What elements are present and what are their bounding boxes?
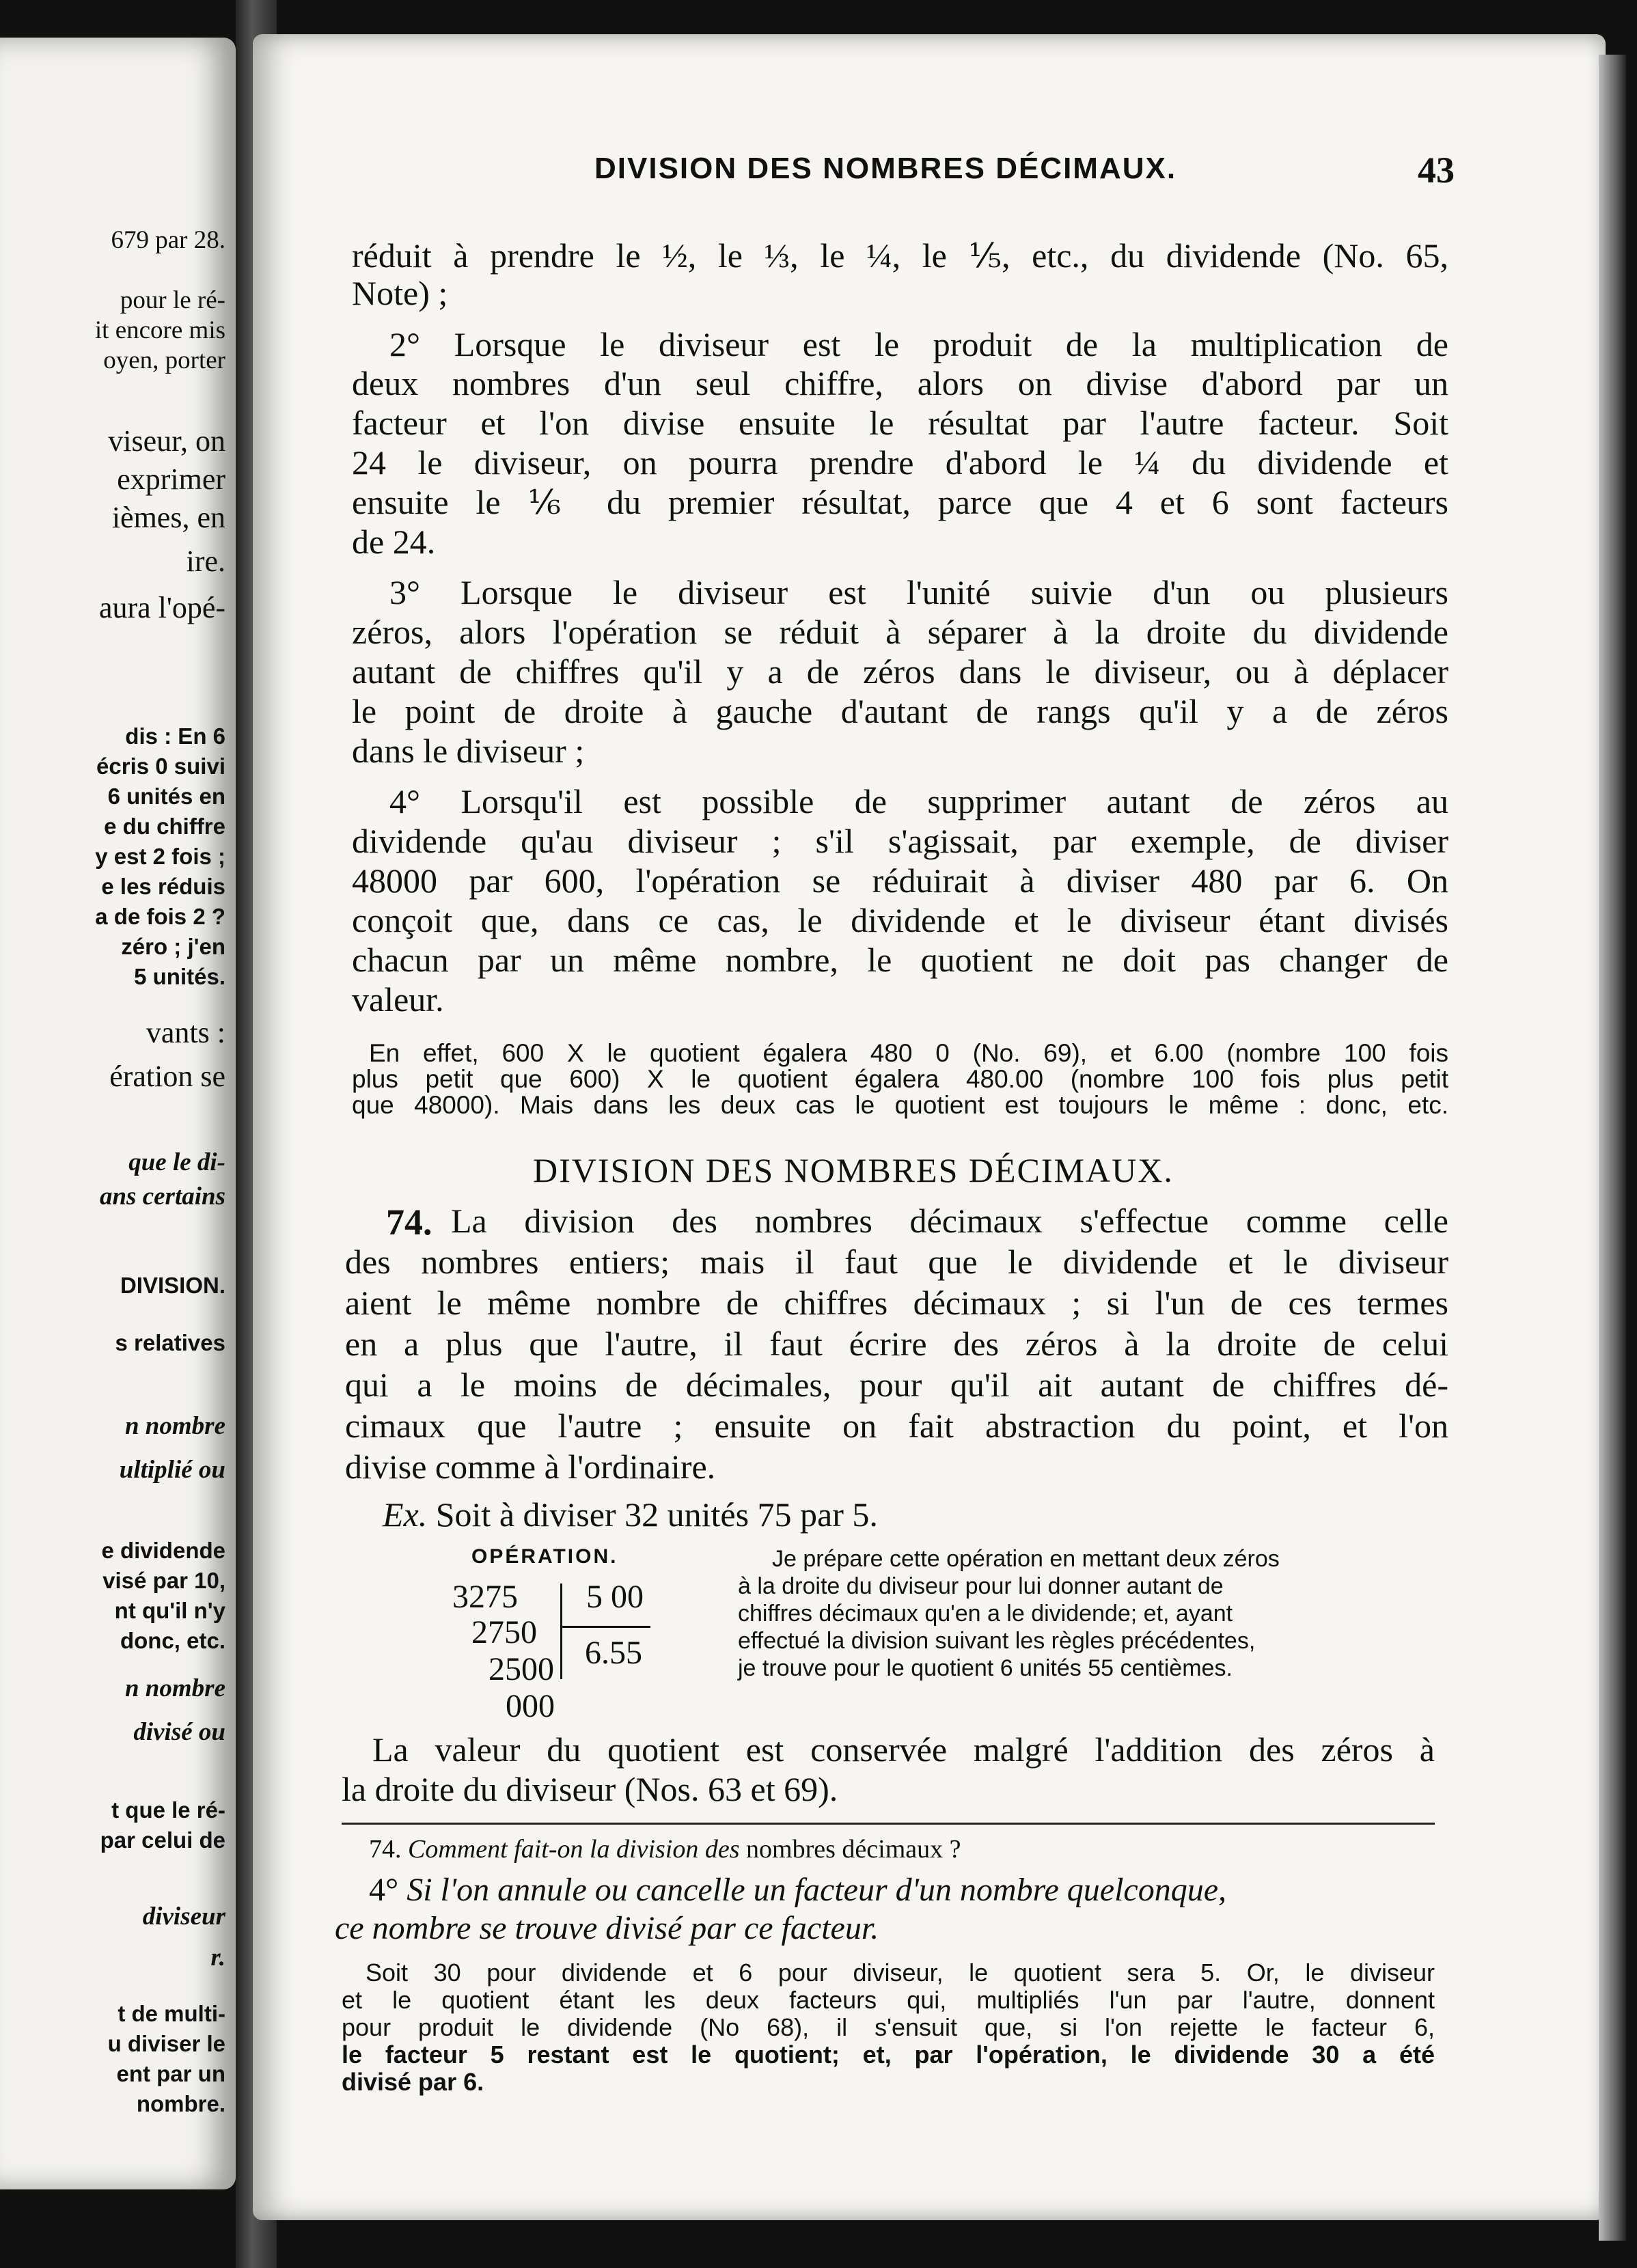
note-line: En effet, 600 X le quotient égalera 480 0 (No. 69), et 6.00 (nombre 100 fois — [369, 1039, 1448, 1067]
division-bar-vertical — [560, 1584, 562, 1679]
example-label: Ex. — [383, 1495, 428, 1534]
left-page-line: u diviser le — [107, 2031, 225, 2056]
left-page-line: diviseur — [142, 1903, 225, 1931]
left-page-line: donc, etc. — [120, 1628, 225, 1653]
footer-example-line: Soit 30 pour dividende et 6 pour diviseur, le quotient sera 5. Or, le diviseur — [366, 1959, 1435, 1987]
operation-explanation-line: je trouve pour le quotient 6 unités 55 centièmes. — [738, 1655, 1233, 1681]
footer-example-line: et le quotient étant les deux facteurs qui, multipliés l'un par l'autre, donnent — [342, 1986, 1435, 2014]
left-page-line: divisé ou — [133, 1718, 225, 1746]
body-line: 4° Lorsqu'il est possible de supprimer autant de zéros au — [389, 782, 1448, 820]
footer-example-line: divisé par 6. — [342, 2068, 484, 2096]
left-page-line: 679 par 28. — [111, 226, 225, 254]
body-line: deux nombres d'un seul chiffre, alors on divise d'abord par un — [352, 364, 1448, 402]
left-page-line: visé par 10, — [102, 1568, 225, 1593]
note-line: que 48000). Mais dans les deux cas le quotient est toujours le même : donc, etc. — [352, 1091, 1448, 1119]
rule-line-2: ce nombre se trouve divisé par ce facteur. — [335, 1910, 879, 1946]
body-line: 24 le diviseur, on pourra prendre d'abord le ¼ du dividende et — [352, 443, 1448, 482]
section-title: DIVISION DES NOMBRES DÉCIMAUX. — [533, 1151, 1174, 1189]
body-line: conçoit que, dans ce cas, le dividende et le diviseur étant divisés — [352, 901, 1448, 939]
left-page-line: n nombre — [124, 1412, 225, 1440]
operation-explanation-line: à la droite du diviseur pour lui donner autant de — [738, 1573, 1224, 1599]
body-line: de 24. — [352, 523, 436, 561]
note-line: plus petit que 600) X le quotient égalera 480.00 (nombre 100 fois plus petit — [352, 1065, 1448, 1093]
running-title: DIVISION DES NOMBRES DÉCIMAUX. — [594, 152, 1177, 185]
left-page-line: ièmes, en — [111, 501, 225, 534]
left-page-line: par celui de — [100, 1827, 225, 1853]
left-page-line: vants : — [146, 1016, 225, 1049]
rule-number: 4° — [369, 1872, 399, 1908]
left-page-line: que le di- — [128, 1148, 225, 1176]
rule-line-1 — [369, 1872, 1226, 1909]
paragraph-74-line: qui a le moins de décimales, pour qu'il ait autant de chiffres dé- — [345, 1366, 1448, 1404]
body-line: zéros, alors l'opération se réduit à séparer à la droite du dividende — [352, 613, 1448, 651]
left-page-line: t de multi- — [118, 2001, 225, 2026]
left-page-line: pour le ré- — [120, 286, 225, 314]
paragraph-74-line: aient le même nombre de chiffres décimaux ; si l'un de ces termes — [345, 1284, 1448, 1322]
example-line — [383, 1495, 878, 1534]
left-page-line: oyen, porter — [103, 346, 225, 374]
left-page-line: 5 unités. — [134, 964, 225, 989]
left-page-line: e les réduis — [101, 874, 225, 899]
operation-label: OPÉRATION. — [471, 1545, 618, 1568]
body-line: dividende qu'au diviseur ; s'il s'agissait, par exemple, de diviser — [352, 822, 1448, 860]
operation-explanation-line: effectué la division suivant les règles précédentes, — [738, 1628, 1256, 1654]
body-line: dans le diviseur ; — [352, 732, 585, 770]
left-page-line: ultiplié ou — [119, 1456, 225, 1484]
paragraph-74-line: La division des nombres décimaux s'effectue comme celle — [451, 1202, 1448, 1240]
paragraph-number: 74. — [386, 1202, 432, 1243]
paragraph-74-line: en a plus que l'autre, il faut écrire des zéros à la droite de celui — [345, 1325, 1448, 1363]
left-page-line: y est 2 fois ; — [95, 844, 225, 869]
left-page-line: dis : En 6 — [125, 723, 225, 749]
body-line: réduit à prendre le ½, le ⅓, le ¼, le ⅕, etc., du dividende (No. 65, — [352, 236, 1448, 275]
left-page-line: exprimer — [117, 462, 225, 496]
left-page-line: nombre. — [136, 2091, 225, 2116]
body-line: autant de chiffres qu'il y a de zéros dans le diviseur, ou à déplacer — [352, 652, 1448, 691]
body-line: facteur et l'on divise ensuite le résultat par l'autre facteur. Soit — [352, 404, 1448, 442]
division-bar-horizontal — [562, 1626, 650, 1628]
left-page-line: e du chiffre — [104, 814, 225, 839]
body-line: le point de droite à gauche d'autant de rangs qu'il y a de zéros — [352, 692, 1448, 730]
body-line: valeur. — [352, 980, 444, 1019]
left-page-line: ent par un — [116, 2061, 225, 2086]
left-page-line: aura l'opé- — [98, 591, 225, 624]
left-page-line: n nombre — [124, 1674, 225, 1702]
dividend-line-1: 3275 — [452, 1579, 518, 1615]
rule-text-1: Si l'on annule ou cancelle un facteur d'un nombre quelconque, — [407, 1872, 1227, 1908]
quotient: 6.55 — [585, 1635, 642, 1671]
footer-example-line: pour produit le dividende (No 68), il s'ensuit que, si l'on rejette le facteur 6, — [342, 2013, 1435, 2041]
left-page-line: s relatives — [115, 1330, 225, 1355]
left-page-line: DIVISION. — [120, 1273, 225, 1298]
body-line: chacun par un même nombre, le quotient ne doit pas changer de — [352, 941, 1448, 979]
left-page-line: zéro ; j'en — [121, 934, 225, 959]
operation-explanation-line: Je prépare cette opération en mettant deux zéros — [772, 1546, 1280, 1572]
left-page-line: ans certains — [99, 1183, 225, 1211]
conclusion-line: La valeur du quotient est conservée malgré l'addition des zéros à — [372, 1730, 1435, 1769]
question-number: 74. — [369, 1835, 402, 1864]
left-page-line: nt qu'il n'y — [114, 1598, 225, 1623]
left-page-line: e dividende — [101, 1538, 225, 1563]
body-line: 2° Lorsque le diviseur est le produit de la multiplication de — [389, 325, 1448, 363]
paragraph-74-line: cimaux que l'autre ; ensuite on fait abstraction du point, et l'on — [345, 1407, 1448, 1445]
left-page-line: r. — [210, 1944, 225, 1972]
footnote-rule — [342, 1823, 1435, 1825]
left-page-line: viseur, on — [108, 424, 225, 458]
question-italic: Comment fait-on la division des — [408, 1835, 740, 1864]
left-page-line: it encore mis — [94, 316, 225, 344]
left-page-line: écris 0 suivi — [96, 753, 225, 779]
left-page-line: 6 unités en — [107, 784, 225, 809]
divisor: 5 00 — [586, 1579, 644, 1615]
conclusion-line: la droite du diviseur (Nos. 63 et 69). — [342, 1770, 838, 1808]
body-line: Note) ; — [352, 274, 448, 312]
body-line: ensuite le ⅙ du premier résultat, parce que 4 et 6 sont facteurs — [352, 483, 1448, 521]
dividend-line-2: 2750 — [471, 1614, 537, 1650]
dividend-line-4: 000 — [506, 1688, 555, 1724]
left-page-line: t que le ré- — [111, 1797, 225, 1823]
page-edge — [1599, 55, 1626, 2241]
page-number: 43 — [1418, 150, 1455, 191]
body-line: 48000 par 600, l'opération se réduirait à diviser 480 par 6. On — [352, 861, 1448, 900]
operation-explanation-line: chiffres décimaux qu'en a le dividende; et, ayant — [738, 1601, 1233, 1627]
question-roman: nombres décimaux ? — [746, 1835, 961, 1864]
left-page-line: ération se — [109, 1060, 225, 1093]
left-page-line: a de fois 2 ? — [95, 904, 225, 929]
paragraph-74-line: des nombres entiers; mais il faut que le dividende et le diviseur — [345, 1243, 1448, 1281]
paragraph-74-line: divise comme à l'ordinaire. — [345, 1448, 716, 1486]
body-line: 3° Lorsque le diviseur est l'unité suivie d'un ou plusieurs — [389, 573, 1448, 611]
review-question — [369, 1834, 961, 1864]
left-page-line: ire. — [186, 544, 225, 578]
example-text: Soit à diviser 32 unités 75 par 5. — [435, 1495, 878, 1534]
dividend-line-3: 2500 — [489, 1651, 554, 1687]
footer-example-line: le facteur 5 restant est le quotient; et, par l'opération, le dividende 30 a été — [342, 2041, 1435, 2069]
